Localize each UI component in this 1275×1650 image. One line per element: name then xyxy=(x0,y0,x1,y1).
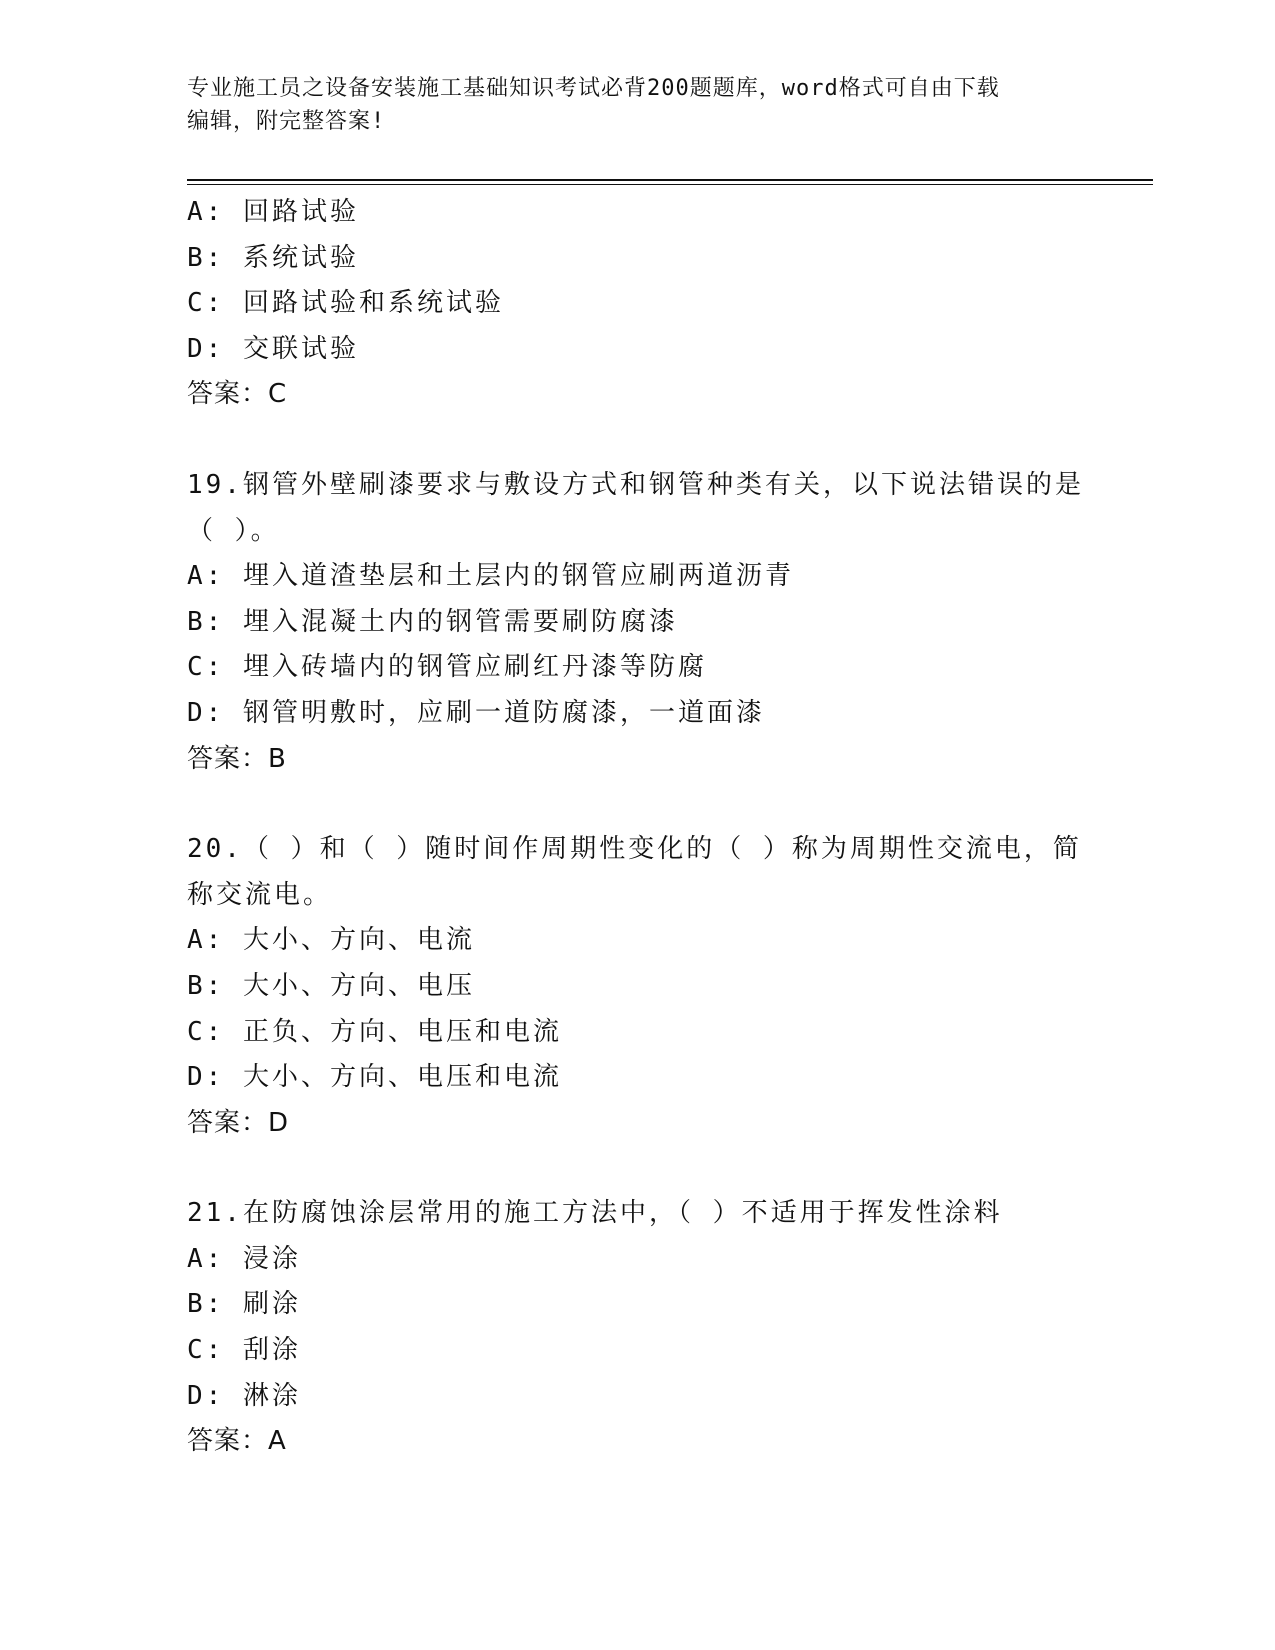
option-c: C: 回路试验和系统试验 xyxy=(187,288,504,319)
header-rule-thin xyxy=(187,184,1153,185)
option-d: D: 钢管明敷时，应刷一道防腐漆，一道面漆 xyxy=(187,697,765,728)
answer: 答案：D xyxy=(187,1107,290,1138)
question-stem-line-2: 称交流电。 xyxy=(187,879,333,910)
question-list xyxy=(187,190,1147,1465)
spacer xyxy=(187,782,1147,827)
option-b: B: 系统试验 xyxy=(187,242,359,273)
option-b: B: 刷涂 xyxy=(187,1289,301,1320)
answer: 答案：C xyxy=(187,379,288,410)
question-19 xyxy=(187,463,1147,782)
document-header xyxy=(187,72,1067,138)
question-stem-line-1: 21.在防腐蚀涂层常用的施工方法中，（ ）不适用于挥发性涂料 xyxy=(187,1198,1003,1229)
header-rule-thick xyxy=(187,179,1153,181)
option-c: C: 埋入砖墙内的钢管应刷红丹漆等防腐 xyxy=(187,652,707,683)
option-d: D: 大小、方向、电压和电流 xyxy=(187,1062,562,1093)
spacer xyxy=(187,1146,1147,1191)
answer: 答案：B xyxy=(187,743,287,774)
spacer xyxy=(187,418,1147,463)
question-stem-line-1: 20.（ ）和（ ）随时间作周期性变化的（ ）称为周期性交流电，简 xyxy=(187,834,1082,865)
option-a: A: 埋入道渣垫层和土层内的钢管应刷两道沥青 xyxy=(187,561,794,592)
option-c: C: 刮涂 xyxy=(187,1335,301,1366)
option-b: B: 大小、方向、电压 xyxy=(187,970,475,1001)
option-a: A: 浸涂 xyxy=(187,1243,301,1274)
option-c: C: 正负、方向、电压和电流 xyxy=(187,1016,562,1047)
option-a: A: 回路试验 xyxy=(187,197,359,227)
question-20 xyxy=(187,827,1147,1146)
question-21 xyxy=(187,1191,1147,1465)
header-line-2: 编辑，附完整答案! xyxy=(187,109,386,134)
question-18 xyxy=(187,190,1147,418)
header-line-1: 专业施工员之设备安装施工基础知识考试必背200题题库，word格式可自由下载 xyxy=(187,76,1000,101)
question-stem-line-1: 19.钢管外壁刷漆要求与敷设方式和钢管种类有关，以下说法错误的是 xyxy=(187,469,1084,500)
option-a: A: 大小、方向、电流 xyxy=(187,925,475,956)
option-d: D: 淋涂 xyxy=(187,1380,301,1411)
option-b: B: 埋入混凝土内的钢管需要刷防腐漆 xyxy=(187,606,678,637)
answer: 答案：A xyxy=(187,1426,287,1457)
option-d: D: 交联试验 xyxy=(187,333,359,364)
question-stem-line-2: （ ）。 xyxy=(187,515,280,546)
